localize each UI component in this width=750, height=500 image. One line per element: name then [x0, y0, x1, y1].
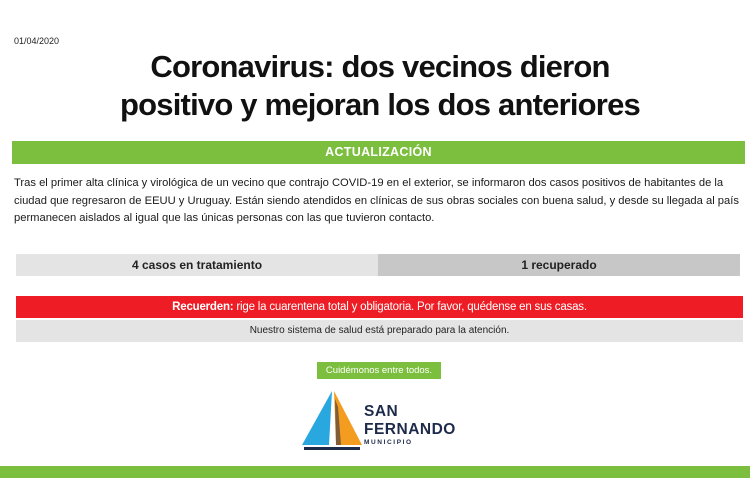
case-stats: [16, 254, 740, 276]
logo-text-fernando: FERNANDO: [364, 421, 456, 438]
stat-recovered: 1 recuperado: [378, 254, 740, 276]
alert-text: rige la cuarentena total y obligatoria. Por favor, quédense en sus casas.: [233, 301, 587, 313]
body-paragraph: Tras el primer alta clínica y virológica de un vecino que contrajo COVID-19 en el exterior, se informaron dos casos positivos de habitantes de la ciudad que regresaron de EEUU y Uruguay. Están siendo atendidos en clínicas de sus obras sociales con buena salud, y desde su llegada al país permanecen aislados al igual que las únicas personas con las que tuvieron contacto.: [14, 177, 739, 224]
publication-date: 01/04/2020: [14, 36, 60, 46]
update-banner: ACTUALIZACIÓN: [12, 141, 745, 164]
logo-text-municipio: MUNICIPIO: [364, 439, 413, 446]
health-system-note: Nuestro sistema de salud está preparado para la atención.: [16, 320, 743, 342]
headline-line-2: positivo y mejoran los dos anteriores: [120, 87, 640, 122]
headline-line-1: Coronavirus: dos vecinos dieron: [150, 49, 610, 84]
logo-sail-blue: [302, 391, 332, 445]
logo-text-san: SAN: [364, 403, 399, 420]
quarantine-alert: [16, 296, 743, 318]
headline: [60, 48, 700, 124]
sailboat-logo-icon: [296, 387, 362, 453]
footer-bar: [0, 466, 750, 478]
alert-prefix: Recuerden:: [172, 301, 234, 313]
slogan-badge: Cuidémonos entre todos.: [317, 362, 441, 379]
municipality-logo: [296, 387, 466, 453]
logo-base: [304, 447, 360, 450]
stat-in-treatment: 4 casos en tratamiento: [16, 254, 378, 276]
